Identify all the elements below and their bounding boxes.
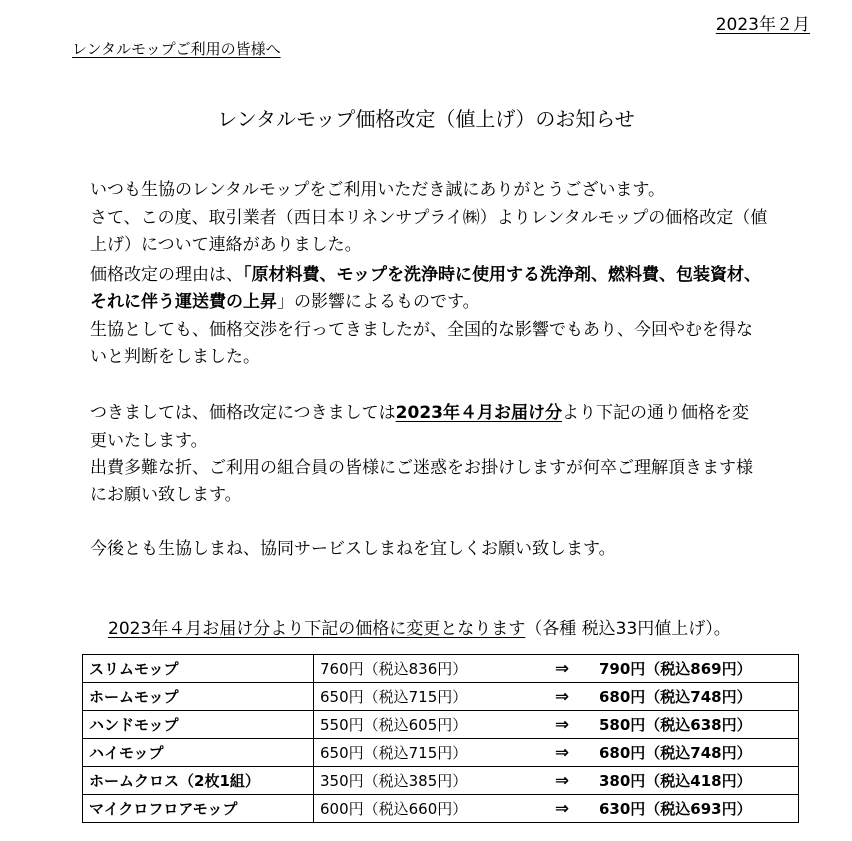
arrow-icon: ⇒	[531, 655, 593, 683]
paragraph-apology-line-1: 出費多難な折、ご利用の組合員の皆様にご迷惑をお掛けしますが何卒ご理解頂きます様	[90, 458, 753, 478]
price-change-summary	[108, 614, 731, 639]
paragraph-closing: 今後とも生協しまね、協同サービスしまねを宜しくお願い致します。	[90, 539, 616, 559]
arrow-icon: ⇒	[531, 767, 593, 795]
paragraph-effective-line-1	[90, 398, 749, 423]
effective-date-text: 2023年４月お届け分	[395, 403, 562, 423]
reason-tail-text: 」の影響によるものです。	[277, 292, 480, 312]
paragraph-reason-line-1	[90, 260, 761, 285]
product-name: マイクロフロアモップ	[83, 795, 314, 823]
table-row	[83, 739, 799, 767]
paragraph-negotiation-line-1: 生協としても、価格交渉を行ってきましたが、全国的な影響でもあり、今回やむを得な	[90, 320, 753, 340]
arrow-icon: ⇒	[531, 739, 593, 767]
reason-bold-text: 「原材料費、モップを洗浄時に使用する洗浄剤、燃料費、包装資材、	[243, 265, 761, 285]
paragraph-reason-line-2	[90, 287, 480, 312]
paragraph-effective-line-2: 更いたします。	[90, 431, 208, 451]
new-price: 380円（税込418円）	[593, 767, 799, 795]
product-name: ホームクロス（2枚1組）	[83, 767, 314, 795]
table-row	[83, 683, 799, 711]
new-price: 680円（税込748円）	[593, 683, 799, 711]
notice-title: レンタルモップ価格改定（値上げ）のお知らせ	[217, 107, 635, 131]
greeting-line: レンタルモップご利用の皆様へ	[72, 40, 281, 58]
old-price: 350円（税込385円）	[314, 767, 532, 795]
new-price: 790円（税込869円）	[593, 655, 799, 683]
old-price: 550円（税込605円）	[314, 711, 532, 739]
new-price: 680円（税込748円）	[593, 739, 799, 767]
price-table	[82, 654, 799, 823]
summary-underlined-text: 2023年４月お届け分より下記の価格に変更となります	[108, 619, 526, 639]
product-name: ハイモップ	[83, 739, 314, 767]
paragraph-apology-line-2: にお願い致します。	[90, 485, 242, 505]
notice-date: 2023年２月	[715, 15, 810, 35]
reason-bold-text-2: それに伴う運送費の上昇	[90, 292, 277, 312]
table-row	[83, 655, 799, 683]
arrow-icon: ⇒	[531, 795, 593, 823]
table-row	[83, 795, 799, 823]
paragraph-negotiation-line-2: いと判断をしました。	[90, 347, 260, 367]
effective-lead-text: つきましては、価格改定につきましては	[90, 403, 396, 423]
arrow-icon: ⇒	[531, 711, 593, 739]
old-price: 650円（税込715円）	[314, 683, 532, 711]
table-row	[83, 711, 799, 739]
summary-note-text: （各種 税込33円値上げ）。	[525, 619, 731, 639]
old-price: 760円（税込836円）	[314, 655, 532, 683]
product-name: スリムモップ	[83, 655, 314, 683]
product-name: ホームモップ	[83, 683, 314, 711]
paragraph-notice-line-1: さて、この度、取引業者（西日本リネンサプライ㈱）よりレンタルモップの価格改定（値	[90, 208, 768, 228]
reason-lead-text: 価格改定の理由は、	[90, 265, 243, 285]
new-price: 630円（税込693円）	[593, 795, 799, 823]
new-price: 580円（税込638円）	[593, 711, 799, 739]
paragraph-thanks: いつも生協のレンタルモップをご利用いただき誠にありがとうございます。	[90, 180, 666, 200]
product-name: ハンドモップ	[83, 711, 314, 739]
arrow-icon: ⇒	[531, 683, 593, 711]
old-price: 600円（税込660円）	[314, 795, 532, 823]
table-row	[83, 767, 799, 795]
paragraph-notice-line-2: 上げ）について連絡がありました。	[90, 235, 362, 255]
old-price: 650円（税込715円）	[314, 739, 532, 767]
effective-tail-text: より下記の通り価格を変	[562, 403, 749, 423]
